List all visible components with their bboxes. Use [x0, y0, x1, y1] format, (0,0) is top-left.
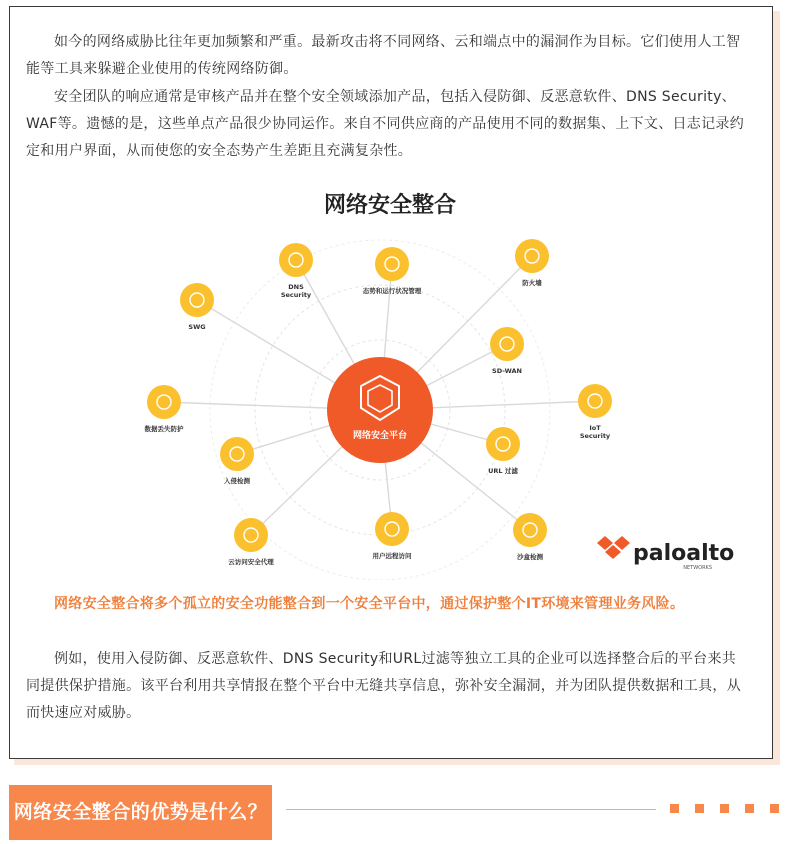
network-icon — [490, 327, 524, 361]
center-label: 网络安全平台 — [352, 431, 408, 441]
node-label: 态势和运行状况管理 — [362, 287, 422, 295]
diagram-title: 网络安全整合 — [323, 193, 457, 218]
node-label: 沙盒检测 — [517, 553, 543, 561]
paragraph-intro: 如今的网络威胁比往年更加频繁和严重。最新攻击将不同网络、云和端点中的漏洞作为目标。它们使用人工智能等工具来躲避企业使用的传统网络防御。 — [26, 34, 741, 77]
node-label: URL 过滤 — [488, 467, 518, 475]
node-label: 用户远程访问 — [372, 552, 412, 560]
diagram-node — [363, 247, 422, 295]
highlight-statement: 网络安全整合将多个孤立的安全功能整合到一个安全平台中，通过保护整个IT环境来管理业务风险。 — [54, 596, 685, 612]
diagram-node — [486, 427, 520, 475]
dot — [770, 804, 779, 813]
globe-icon — [180, 283, 214, 317]
node-label: 防火墙 — [522, 279, 542, 287]
paragraph-response: 安全团队的响应通常是审核产品并在整个安全领域添加产品，包括入侵防御、反恶意软件、DNS Security、WAF等。遗憾的是，这些单点产品很少协同运作。来自不同供应商的产品使用不同的数据集、上下文、日志记录约定和用户界面，从而使您的安全态势产生差距且充满复杂性。 — [26, 89, 745, 159]
dot — [695, 804, 704, 813]
dot — [720, 804, 729, 813]
diagram-node — [373, 512, 413, 560]
data-icon — [147, 385, 181, 419]
diagram-node — [490, 327, 524, 375]
sandbox-icon — [513, 513, 547, 547]
diagram-svg — [100, 180, 740, 580]
diagram-node — [228, 518, 274, 566]
diagram-node — [578, 384, 612, 440]
dot — [745, 804, 754, 813]
diagram-node — [515, 239, 549, 287]
section-divider — [286, 809, 656, 810]
dot — [670, 804, 679, 813]
node-label: 入侵检测 — [224, 477, 250, 485]
user-icon — [375, 512, 409, 546]
node-label: DNS — [288, 283, 304, 291]
center-circle — [327, 357, 433, 463]
consolidation-diagram — [100, 180, 740, 580]
firewall-icon — [515, 239, 549, 273]
paloalto-logo — [597, 536, 734, 571]
diagram-node — [180, 283, 214, 331]
node-label: SWG — [188, 323, 206, 331]
diagram-node — [220, 437, 254, 485]
cloud-lock-icon — [234, 518, 268, 552]
diagram-node — [279, 243, 313, 299]
section-heading: 网络安全整合的优势是什么？ — [9, 785, 272, 840]
logo-subtext: NETWORKS — [683, 565, 712, 571]
cloud-icon — [578, 384, 612, 418]
node-label: IoT — [589, 424, 601, 432]
filter-icon — [486, 427, 520, 461]
section-dots — [670, 804, 779, 814]
node-label: SD-WAN — [492, 367, 522, 375]
ids-icon — [220, 437, 254, 471]
node-label-line2: Security — [280, 291, 312, 299]
dns-icon — [279, 243, 313, 277]
monitor-icon — [375, 247, 409, 281]
diagram-node — [513, 513, 547, 561]
node-label: 数据丢失防护 — [144, 425, 184, 433]
diagram-node — [145, 385, 185, 433]
node-label-line2: Security — [579, 432, 611, 440]
paragraph-example: 例如，使用入侵防御、反恶意软件、DNS Security和URL过滤等独立工具的企业可以选择整合后的平台来共同提供保护措施。该平台利用共享情报在整个平台中无缝共享信息，弥补安全漏洞，并为团队提供数据和工具，从而快速应对威胁。 — [26, 651, 741, 721]
node-label: 云访问安全代理 — [228, 558, 274, 566]
logo-text: paloalto — [633, 541, 735, 566]
